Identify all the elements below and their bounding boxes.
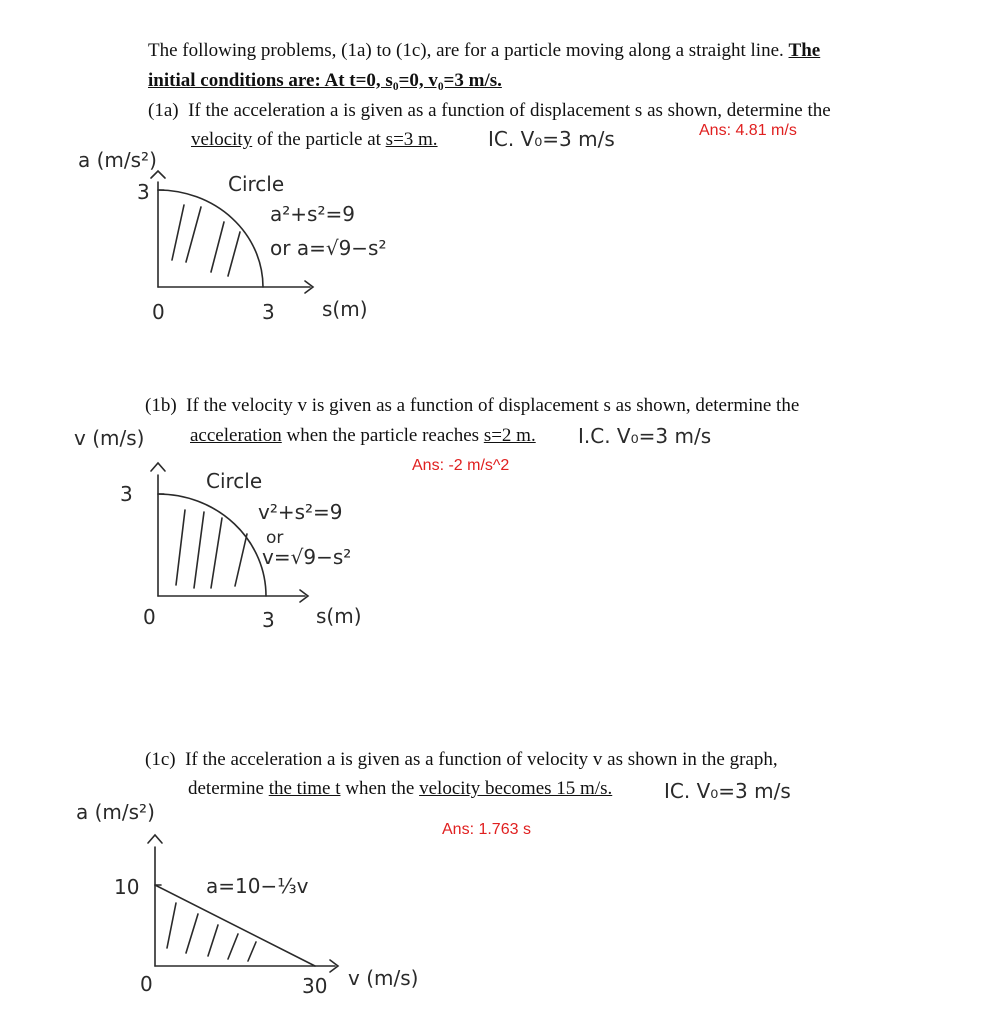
p1a-y-tick: 3: [137, 180, 150, 204]
p1c-linear-line: [155, 885, 315, 966]
p1c-text-mid: when the: [340, 778, 420, 799]
p1c-hatch-5: [248, 942, 256, 961]
p1a-equation-1: a²+s²=9: [270, 202, 355, 226]
p1b-origin: 0: [143, 605, 156, 629]
p1a-x-axis-label: s(m): [322, 297, 368, 321]
p1a-text: If the acceleration a is given as a function of displacement s as shown, determine the: [188, 100, 831, 121]
p1c-answer: Ans: 1.763 s: [442, 821, 531, 838]
p1b-curve-label: Circle: [206, 469, 263, 493]
p1b-text-mid: when the particle reaches: [281, 425, 484, 446]
p1a-equation-2: or a=√9−s²: [270, 236, 387, 260]
p1b-acceleration-term: acceleration: [190, 425, 282, 446]
intro-text: The following problems, (1a) to (1c), are for a particle moving along a straight line.: [148, 40, 784, 61]
p1c-velocity-condition: velocity becomes 15 m/s.: [419, 778, 613, 799]
p1c-initial-condition: IC. V₀=3 m/s: [664, 779, 791, 803]
p1a-velocity-term: velocity: [191, 129, 253, 150]
p1b-label: (1b): [145, 395, 177, 416]
p1b-answer: Ans: -2 m/s^2: [412, 457, 510, 474]
p1b-x-axis-label: s(m): [316, 604, 362, 628]
p1c-y-arrow: [148, 835, 162, 843]
p1a-curve-label: Circle: [228, 172, 285, 196]
p1a-initial-condition: IC. V₀=3 m/s: [488, 127, 615, 151]
p1c-text-pre: determine: [188, 778, 269, 799]
p1b-initial-condition: I.C. V₀=3 m/s: [578, 424, 712, 448]
p1b-y-tick: 3: [120, 482, 133, 506]
p1c-hatch-1: [167, 903, 176, 948]
p1a-text-mid: of the particle at: [252, 129, 386, 150]
intro-emphasis: The: [788, 40, 821, 61]
p1b-equation-3: v=√9−s²: [262, 545, 352, 569]
p1b-y-axis-label: v (m/s): [74, 426, 145, 450]
p1c-label: (1c): [145, 749, 176, 770]
p1a-y-axis-label: a (m/s²): [78, 148, 157, 172]
p1a-s-value: s=3 m.: [385, 129, 438, 150]
p1c-x-axis-label: v (m/s): [348, 966, 419, 990]
p1a-label: (1a): [148, 100, 179, 121]
p1b-equation-1: v²+s²=9: [258, 500, 343, 524]
p1c-y-tick: 10: [114, 875, 140, 899]
p1c-x-tick: 30: [302, 974, 328, 998]
p1c-text: If the acceleration a is given as a function of velocity v as shown in the graph,: [185, 749, 778, 770]
p1a-x-tick: 3: [262, 300, 275, 324]
p1b-x-tick: 3: [262, 608, 275, 632]
p1c-equation: a=10−⅓v: [206, 874, 309, 898]
p1a-origin: 0: [152, 300, 165, 324]
p1b-text: If the velocity v is given as a function of displacement s as shown, determine the: [186, 395, 800, 416]
p1a-answer: Ans: 4.81 m/s: [699, 122, 797, 139]
p1c-time-term: the time t: [268, 778, 341, 799]
p1c-hatch-2: [186, 914, 198, 953]
p1c-hatch-4: [228, 934, 238, 959]
p1b-equation-2: or: [266, 528, 284, 548]
p1b-s-value: s=2 m.: [483, 425, 536, 446]
intro-line-2: initial conditions are: At t=0, s₀=0, v₀=3 m/s.: [148, 70, 502, 91]
p1c-origin: 0: [140, 972, 153, 996]
p1c-y-axis-label: a (m/s²): [76, 800, 155, 824]
p1c-hatch-3: [208, 925, 218, 956]
